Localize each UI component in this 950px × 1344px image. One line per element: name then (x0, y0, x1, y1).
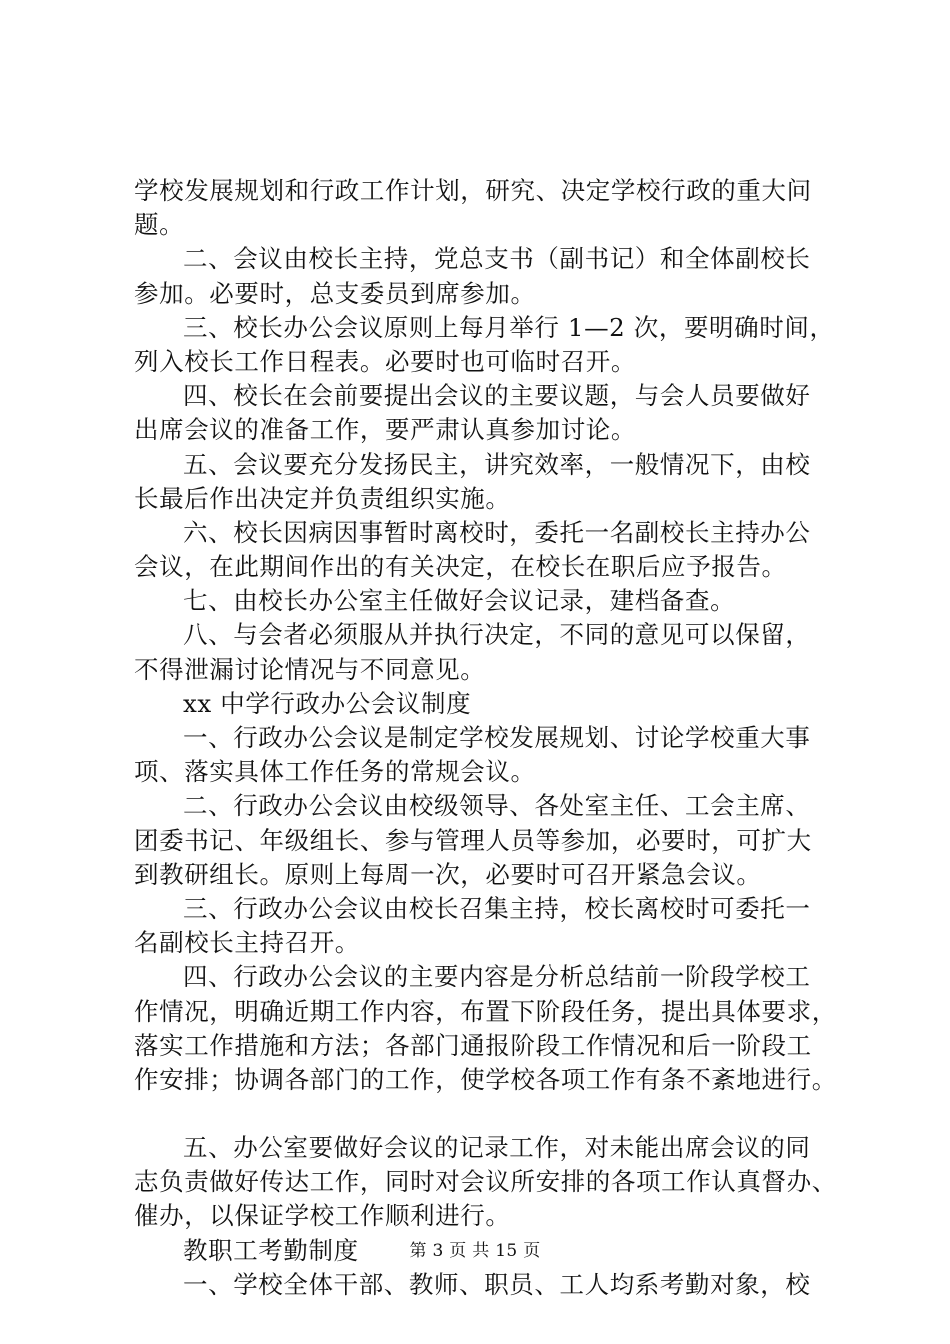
text-line: 催办，以保证学校工作顺利进行。 (134, 1201, 511, 1231)
text-line: 四、校长在会前要提出会议的主要议题，与会人员要做好 (183, 381, 811, 411)
page-footer: 第 3 页 共 15 页 (409, 1241, 541, 1261)
text-line: 长最后作出决定并负责组织实施。 (134, 483, 511, 513)
text-line: 学校发展规划和行政工作计划，研究、决定学校行政的重大问 (134, 176, 812, 205)
text-line: 作安排；协调各部门的工作，使学校各项工作有条不紊地进行。 (134, 1064, 837, 1094)
text-line: 项、落实具体工作任务的常规会议。 (134, 757, 536, 787)
text-line: 八、与会者必须服从并执行决定，不同的意见可以保留， (183, 620, 811, 650)
paragraph-gap (134, 1097, 834, 1131)
text-line: 列入校长工作日程表。必要时也可临时召开。 (134, 346, 636, 376)
text-line: 六、校长因病因事暂时离校时，委托一名副校长主持办公 (183, 517, 811, 547)
text-line: 三、行政办公会议由校长召集主持，校长离校时可委托一 (183, 893, 811, 923)
text-line: 团委书记、年级组长、参与管理人员等参加，必要时，可扩大 (134, 825, 812, 855)
text-line: 二、行政办公会议由校级领导、各处室主任、工会主席、 (183, 791, 811, 821)
text-line: 七、由校长办公室主任做好会议记录，建档备查。 (183, 586, 736, 616)
text-line: 志负责做好传达工作，同时对会议所安排的各项工作认真督办、 (134, 1167, 837, 1197)
text-line: 五、办公室要做好会议的记录工作，对未能出席会议的同 (183, 1133, 811, 1163)
document-body (134, 174, 837, 1302)
text-line: 一、学校全体干部、教师、职员、工人均系考勤对象，校 (183, 1269, 811, 1299)
text-line: 到教研组长。原则上每周一次，必要时可召开紧急会议。 (134, 859, 762, 889)
text-line: 出席会议的准备工作，要严肃认真参加讨论。 (134, 415, 636, 445)
text-line: 三、校长办公会议原则上每月举行 1—2 次，要明确时间， (183, 312, 835, 342)
text-line: 四、行政办公会议的主要内容是分析总结前一阶段学校工 (183, 962, 811, 992)
text-line: 题。 (134, 210, 185, 240)
text-line: 教职工考勤制度 (183, 1235, 359, 1265)
text-line: 作情况，明确近期工作内容，布置下阶段任务，提出具体要求， (134, 996, 837, 1026)
text-line: 名副校长主持召开。 (134, 928, 360, 958)
text-line: 落实工作措施和方法；各部门通报阶段工作情况和后一阶段工 (134, 1030, 812, 1060)
text-line: xx 中学行政办公会议制度 (183, 688, 472, 718)
text-line: 会议，在此期间作出的有关决定，在校长在职后应予报告。 (134, 552, 787, 582)
text-line: 一、行政办公会议是制定学校发展规划、讨论学校重大事 (183, 723, 811, 752)
text-line: 五、会议要充分发扬民主，讲究效率，一般情况下，由校 (183, 449, 811, 479)
text-line: 参加。必要时，总支委员到席参加。 (134, 278, 536, 308)
text-line: 不得泄漏讨论情况与不同意见。 (134, 654, 486, 684)
text-line: 二、会议由校长主持，党总支书（副书记）和全体副校长 (183, 244, 811, 274)
